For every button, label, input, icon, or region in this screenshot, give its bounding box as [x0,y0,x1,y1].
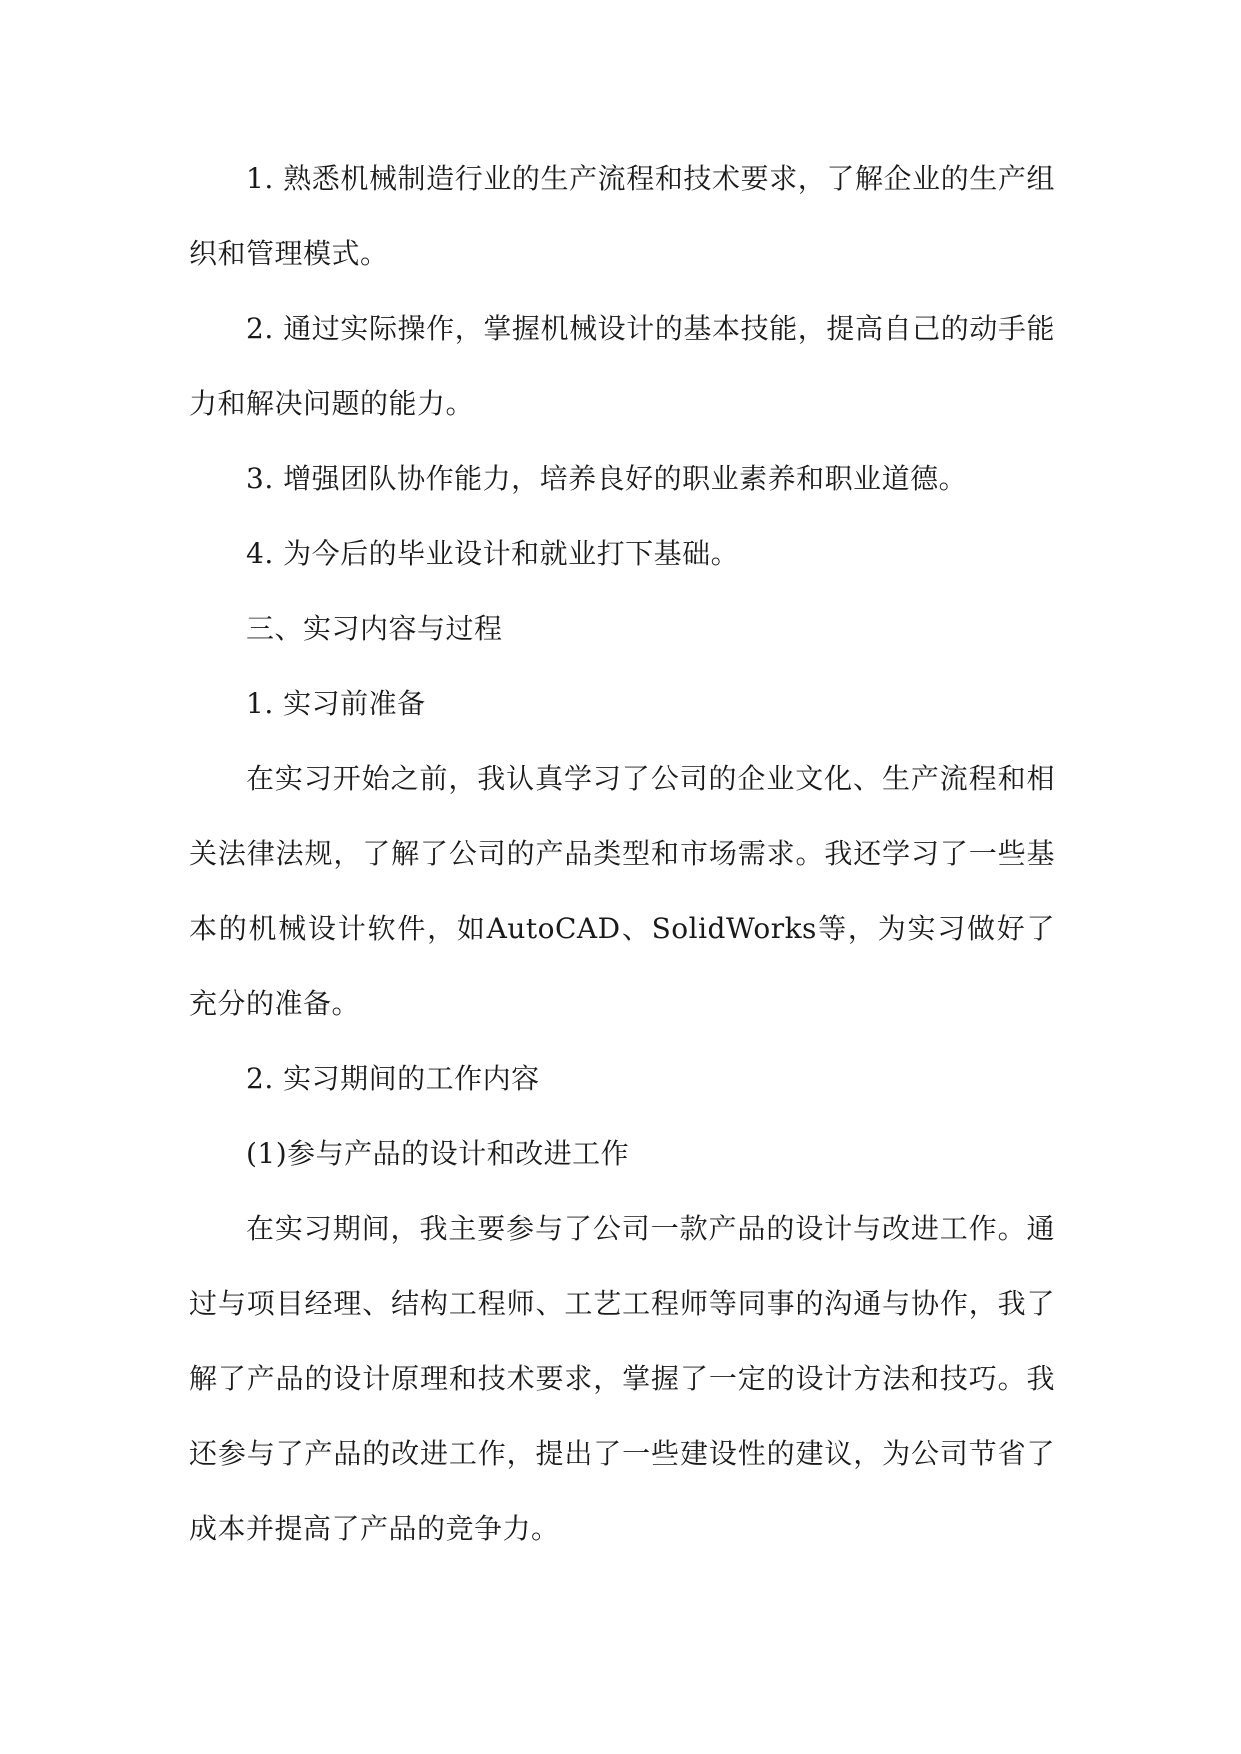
list-item-goal-1: 1. 熟悉机械制造行业的生产流程和技术要求，了解企业的生产组织和管理模式。 [189,162,1055,270]
body-paragraph-design: 在实习期间，我主要参与了公司一款产品的设计与改进工作。通过与项目经理、结构工程师、工艺工程师等同事的沟通与协作，我了解了产品的设计原理和技术要求，掌握了一定的设计方法和技巧。我还参与了产品的改进工作，提出了一些建设性的建议，为公司节省了成本并提高了产品的竞争力。 [189,1212,1055,1545]
list-item-goal-3: 3. 增强团队协作能力，培养良好的职业素养和职业道德。 [246,462,968,495]
subsection-heading-preparation: 1. 实习前准备 [246,687,426,720]
subsection-heading-work: 2. 实习期间的工作内容 [246,1062,540,1095]
list-item-goal-4: 4. 为今后的毕业设计和就业打下基础。 [246,537,740,570]
sub-item-heading-design: (1)参与产品的设计和改进工作 [246,1137,630,1170]
body-paragraph-preparation: 在实习开始之前，我认真学习了公司的企业文化、生产流程和相关法律法规，了解了公司的产品类型和市场需求。我还学习了一些基本的机械设计软件，如AutoCAD、SolidWorks等，为实习做好了充分的准备。 [189,762,1055,1020]
section-heading: 三、实习内容与过程 [246,612,503,645]
list-item-goal-2: 2. 通过实际操作，掌握机械设计的基本技能，提高自己的动手能力和解决问题的能力。 [189,312,1055,420]
document-body [189,141,1055,1566]
